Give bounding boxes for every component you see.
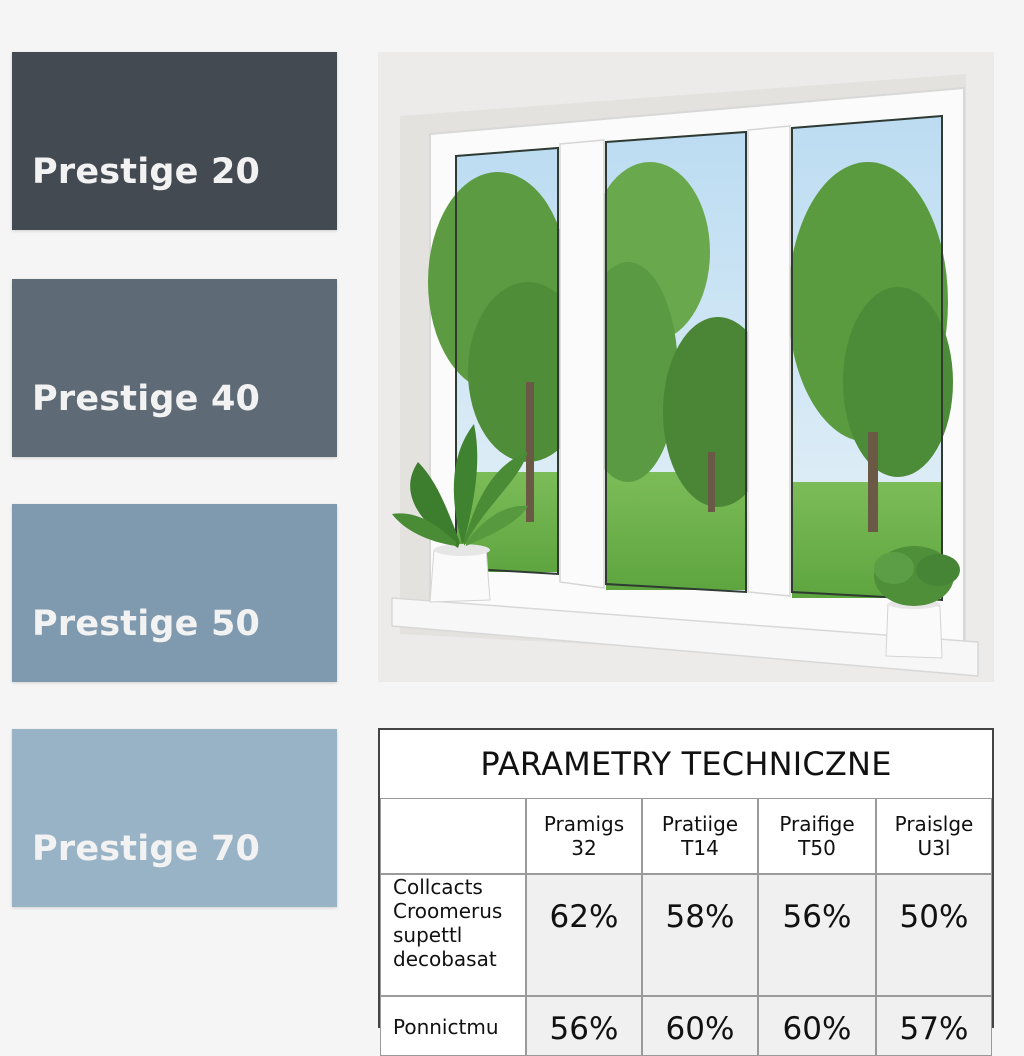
table-column-header [758,798,876,874]
row-label-line: decobasat [393,947,497,971]
table-cell: 60% [758,996,876,1056]
window-photo [378,52,994,682]
column-header-line1: Praifige [779,812,855,836]
swatch-label: Prestige 40 [32,379,261,419]
swatch-prestige-40 [12,279,337,457]
swatch-prestige-50 [12,504,337,682]
swatch-label: Prestige 20 [32,152,261,192]
table-row-label [380,996,526,1056]
table-cell: 60% [642,996,758,1056]
row-label-line: supettl [393,923,463,947]
swatch-label: Prestige 50 [32,604,261,644]
row-label-line: Ponnictmu [393,1015,499,1039]
table-row-label [380,874,526,996]
table-cell: 57% [876,996,992,1056]
swatch-prestige-70 [12,729,337,907]
table-column-header [526,798,642,874]
table-column-header [642,798,758,874]
column-header-line1: Pratiige [661,812,739,836]
table-header-corner [380,798,526,874]
table-cell: 50% [876,874,992,996]
column-header-line2: 32 [571,836,597,860]
row-label-line: Collcacts [393,875,483,899]
technical-parameters-table [378,728,994,1047]
table-cell: 58% [642,874,758,996]
column-header-line2: U3l [917,836,951,860]
table-cell: 62% [526,874,642,996]
swatch-label: Prestige 70 [32,829,261,869]
window-pane-right [788,116,953,600]
column-header-line1: Praislge [894,812,974,836]
table-title: PARAMETRY TECHNICZNE [380,730,992,800]
window-pane-middle [578,132,773,592]
column-header-line1: Pramigs [543,812,625,836]
row-label-line: Croomerus [393,899,503,923]
table-column-header [876,798,992,874]
window-illustration [378,52,994,682]
column-header-line2: T14 [681,836,719,860]
swatch-prestige-20 [12,52,337,230]
column-header-line2: T50 [798,836,836,860]
table-cell: 56% [758,874,876,996]
table-cell: 56% [526,996,642,1056]
